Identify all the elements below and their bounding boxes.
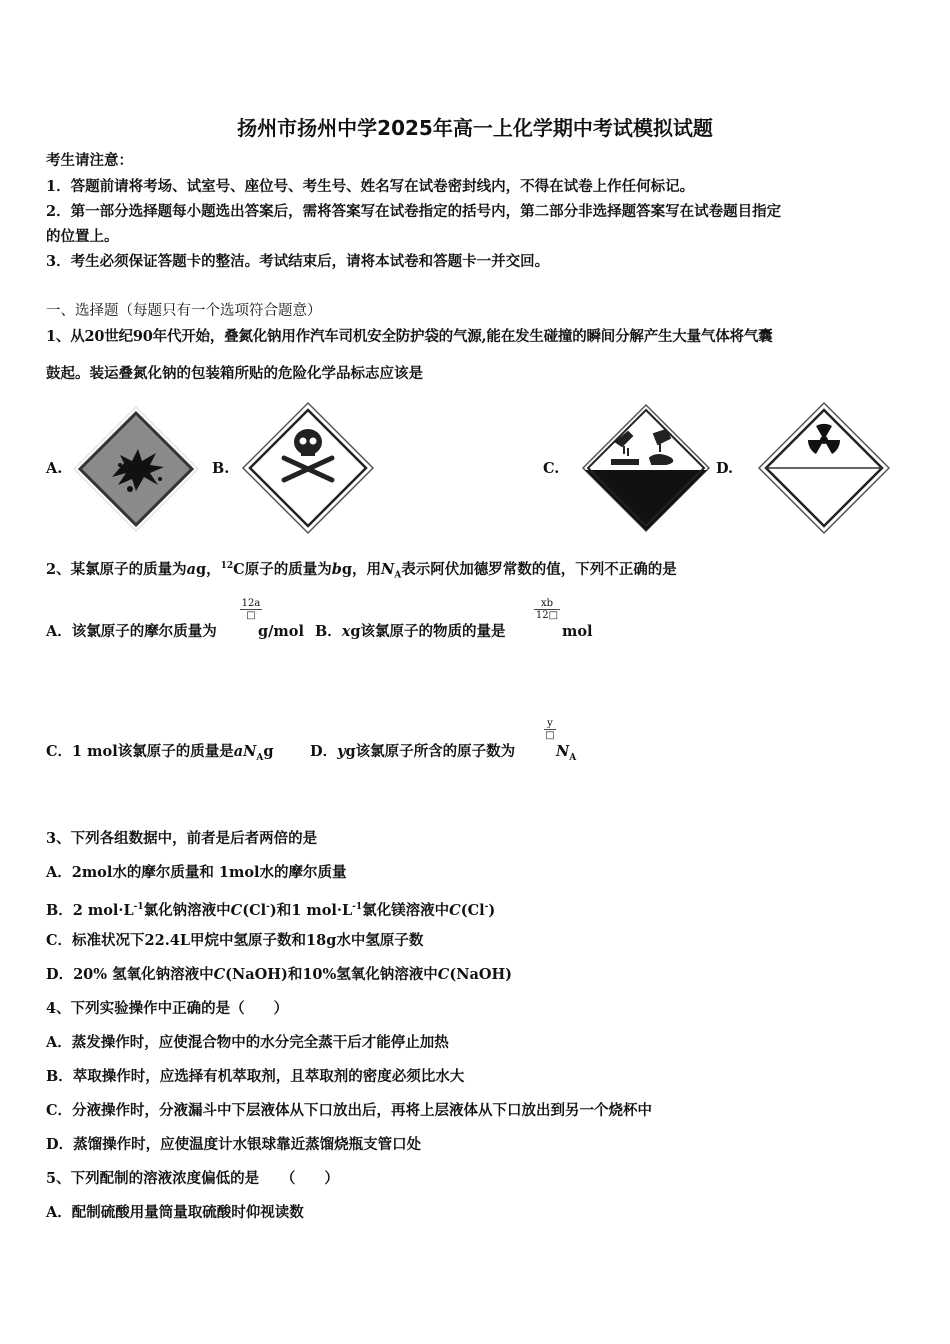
q4-option-b: B．萃取操作时，应选择有机萃取剂，且萃取剂的密度必须比水大 (46, 1068, 465, 1085)
q1-option-d-label: D. (716, 460, 734, 477)
q1-stem-line1: 1、从20世纪90年代开始，叠氮化钠用作汽车司机安全防护袋的气源,能在发生碰撞的瞬间分解产生大量气体将气囊 (46, 328, 773, 345)
q2-stem: 2、某氯原子的质量为ag，$^{12}$C原子的质量为bg，用$N_A$表示阿伏加德罗常数的值，下列不正确的是 (46, 560, 677, 581)
page-title: 扬州市扬州中学2025年高一上化学期中考试模拟试题 (237, 116, 713, 140)
section-heading: 一、选择题（每题只有一个选项符合题意） (46, 303, 322, 319)
q2-option-a: A．该氯原子的摩尔质量为 (46, 623, 217, 640)
notice-item-2: 2．第一部分选择题每小题选出答案后，需将答案写在试卷指定的括号内，第二部分非选择题答案写在试卷题目指定 (46, 203, 782, 220)
q1-option-a-label: A. (46, 460, 63, 477)
q3-option-c: C．标准状况下22.4L甲烷中氢原子数和18g水中氢原子数 (46, 932, 424, 949)
radioactive-sign (756, 400, 892, 536)
q4-stem: 4、下列实验操作中正确的是（ ） (46, 1000, 289, 1017)
notice-item-3: 3．考生必须保证答题卡的整洁。考试结束后，请将本试卷和答题卡一并交回。 (46, 253, 550, 270)
q2-option-b: B．xg该氯原子的物质的量是 (315, 623, 506, 640)
q2-fraction-b: $\frac{xb}{12□}$ (535, 598, 559, 621)
corrosive-sign (580, 402, 712, 534)
notice-item-1: 1．答题前请将考场、试室号、座位号、考生号、姓名写在试卷密封线内，不得在试卷上作任何标记。 (46, 178, 695, 195)
q2-option-c: C．1 mol该氯原子的质量是$aN_Ag$ (46, 743, 274, 763)
q2-unit-a: g/mol (258, 623, 304, 640)
q1-option-b-label: B. (212, 460, 230, 477)
q4-option-c: C．分液操作时，分液漏斗中下层液体从下口放出后，再将上层液体从下口放出到另一个烧杯中 (46, 1102, 653, 1119)
q2-option-d-na: $N_A$ (556, 743, 577, 763)
q2-fraction-d: y □ (545, 718, 555, 741)
q5-option-a: A．配制硫酸用量筒量取硫酸时仰视读数 (46, 1204, 304, 1221)
q4-option-a: A．蒸发操作时，应使混合物中的水分完全蒸干后才能停止加热 (46, 1034, 449, 1051)
q3-option-d: D．20% 氢氧化钠溶液中C(NaOH)和10%氢氧化钠溶液中C(NaOH) (46, 966, 513, 983)
q5-stem: 5、下列配制的溶液浓度偏低的是 （ ） (46, 1170, 339, 1187)
q4-option-d: D．蒸馏操作时，应使温度计水银球靠近蒸馏烧瓶支管口处 (46, 1136, 422, 1153)
q2-unit-b: mol (562, 623, 593, 640)
q2-fraction-a: 12a □ (241, 598, 261, 621)
q3-option-a: A．2mol水的摩尔质量和 1mol水的摩尔质量 (46, 864, 347, 881)
explosive-sign (72, 405, 200, 533)
toxic-sign (240, 400, 376, 536)
notice-item-2-cont: 的位置上。 (46, 228, 119, 245)
q3-option-b: B．2 $mol\cdot L^{-1}$氯化钠溶液中C(Cl-)和1 $mol\cdot L^{-1}$氯化镁溶液中C(Cl-) (46, 901, 496, 919)
q3-stem: 3、下列各组数据中，前者是后者两倍的是 (46, 830, 318, 847)
q1-stem-line2: 鼓起。装运叠氮化钠的包装箱所贴的危险化学品标志应该是 (46, 365, 423, 382)
notice-heading: 考生请注意： (46, 152, 133, 169)
q1-option-c-label: C. (543, 460, 560, 477)
q2-option-d: D．yg该氯原子所含的原子数为 (310, 743, 516, 760)
